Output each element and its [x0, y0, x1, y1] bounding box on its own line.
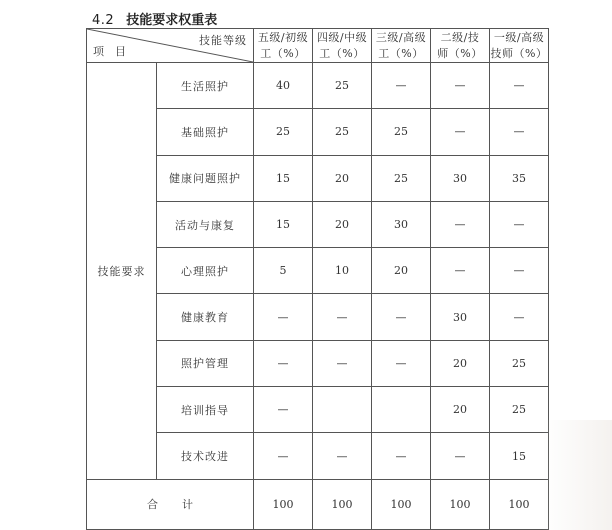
- weight-cell: 25: [372, 155, 431, 201]
- weight-cell: —: [254, 387, 313, 433]
- row-label: 技术改进: [157, 433, 254, 479]
- weight-cell: —: [431, 201, 490, 247]
- weight-cell: 30: [431, 155, 490, 201]
- total-cell: 100: [431, 479, 490, 529]
- weight-cell: —: [313, 294, 372, 340]
- weight-cell: —: [431, 63, 490, 109]
- weight-cell: —: [254, 294, 313, 340]
- total-cell: 100: [313, 479, 372, 529]
- weight-cell: 10: [313, 248, 372, 294]
- page-edge-shadow: [542, 420, 612, 530]
- weight-cell: [372, 387, 431, 433]
- weight-cell: —: [490, 63, 549, 109]
- weight-cell: —: [313, 340, 372, 386]
- weight-cell: 20: [372, 248, 431, 294]
- weight-cell: 25: [313, 63, 372, 109]
- row-label: 活动与康复: [157, 201, 254, 247]
- weight-cell: —: [372, 294, 431, 340]
- weight-cell: 20: [431, 387, 490, 433]
- table-row: [87, 387, 549, 433]
- weight-cell: [313, 387, 372, 433]
- weight-cell: —: [490, 248, 549, 294]
- weight-cell: —: [431, 248, 490, 294]
- weight-cell: —: [254, 340, 313, 386]
- total-row: [87, 479, 549, 529]
- corner-bottom-label: 项 目: [93, 45, 126, 58]
- weight-cell: 25: [490, 387, 549, 433]
- row-label: 健康问题照护: [157, 155, 254, 201]
- row-label: 健康教育: [157, 294, 254, 340]
- level-header: 三级/高级 工（%）: [372, 29, 431, 63]
- row-label: 心理照护: [157, 248, 254, 294]
- weight-cell: 20: [313, 201, 372, 247]
- table-row: [87, 294, 549, 340]
- weight-cell: —: [431, 433, 490, 479]
- table-row: [87, 433, 549, 479]
- weight-cell: —: [372, 433, 431, 479]
- weight-cell: —: [372, 63, 431, 109]
- level-header: 一级/高级 技师（%）: [490, 29, 549, 63]
- row-label: 培训指导: [157, 387, 254, 433]
- level-header: 二级/技 师（%）: [431, 29, 490, 63]
- row-label: 生活照护: [157, 63, 254, 109]
- table-row: [87, 340, 549, 386]
- weight-cell: —: [313, 433, 372, 479]
- table-row: [87, 201, 549, 247]
- weight-cell: 15: [254, 155, 313, 201]
- weight-cell: 15: [490, 433, 549, 479]
- corner-top-label: 技能等级: [199, 34, 247, 47]
- row-label: 照护管理: [157, 340, 254, 386]
- total-cell: 100: [490, 479, 549, 529]
- skill-weight-table: [86, 28, 549, 530]
- table-row: [87, 109, 549, 155]
- weight-cell: —: [490, 294, 549, 340]
- corner-header-cell: [87, 29, 254, 63]
- table-row: [87, 63, 549, 109]
- total-cell: 100: [254, 479, 313, 529]
- weight-cell: —: [490, 201, 549, 247]
- weight-cell: 20: [431, 340, 490, 386]
- section-title: 技能要求权重表: [126, 13, 218, 28]
- weight-cell: 25: [372, 109, 431, 155]
- weight-cell: 30: [372, 201, 431, 247]
- weight-cell: 40: [254, 63, 313, 109]
- weight-cell: 25: [490, 340, 549, 386]
- weight-cell: 5: [254, 248, 313, 294]
- weight-cell: 25: [254, 109, 313, 155]
- weight-cell: 15: [254, 201, 313, 247]
- section-heading: [92, 9, 217, 28]
- level-header: 五级/初级 工（%）: [254, 29, 313, 63]
- weight-cell: 20: [313, 155, 372, 201]
- level-header: 四级/中级 工（%）: [313, 29, 372, 63]
- total-cell: 100: [372, 479, 431, 529]
- table-row: [87, 155, 549, 201]
- weight-cell: 30: [431, 294, 490, 340]
- total-label: 合计: [87, 479, 254, 529]
- weight-cell: —: [372, 340, 431, 386]
- weight-cell: —: [490, 109, 549, 155]
- row-label: 基础照护: [157, 109, 254, 155]
- weight-cell: —: [254, 433, 313, 479]
- section-number: 4.2: [92, 13, 115, 28]
- table-row: [87, 248, 549, 294]
- category-cell: 技能要求: [87, 63, 157, 480]
- weight-cell: 35: [490, 155, 549, 201]
- weight-cell: —: [431, 109, 490, 155]
- header-row: [87, 29, 549, 63]
- weight-cell: 25: [313, 109, 372, 155]
